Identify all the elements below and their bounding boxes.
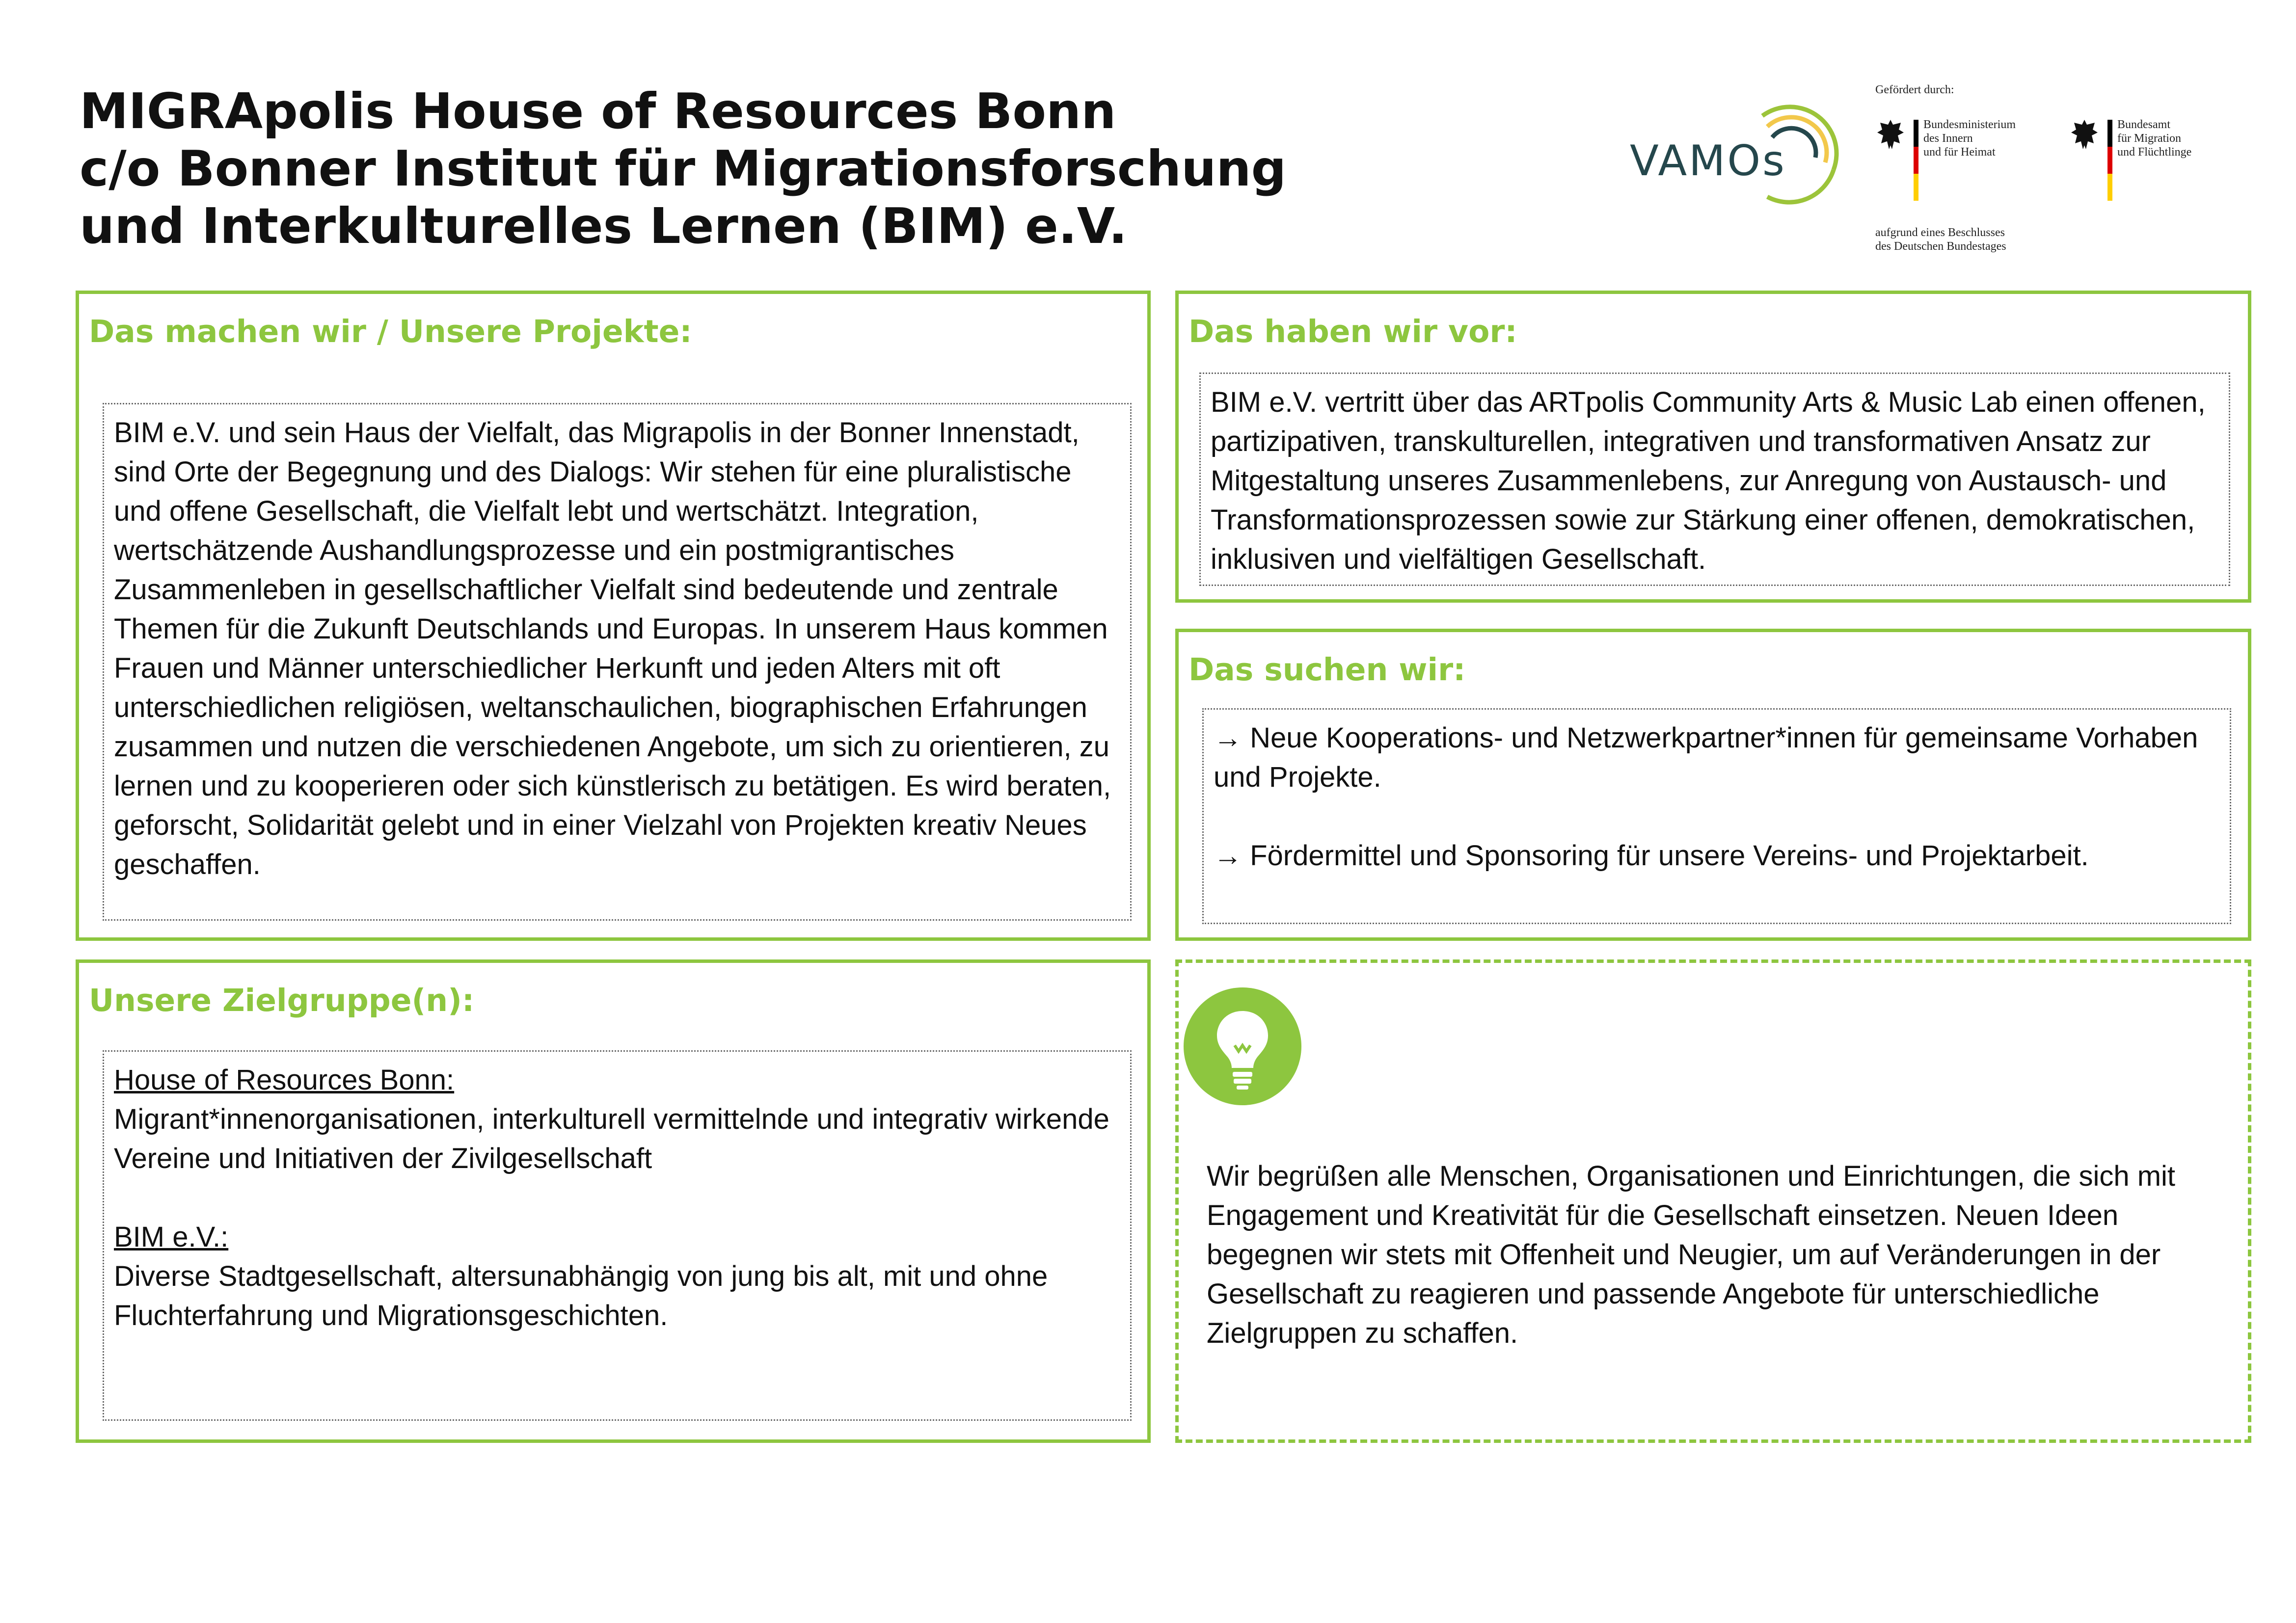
audience-bim-heading: BIM e.V.:: [114, 1221, 229, 1253]
federal-eagle-icon: [2069, 118, 2100, 153]
audience-text-box: [103, 1050, 1132, 1421]
seeking-item-partners: → Neue Kooperations- und Netzwerkpartner*innen für gemeinsame Vorhaben und Projekte.: [1214, 722, 2198, 793]
seeking-item-funding: → Fördermittel und Sponsoring für unsere Vereins- und Projektarbeit.: [1214, 840, 2089, 872]
plans-text-box: [1199, 372, 2230, 586]
ideas-panel: [1175, 959, 2251, 1443]
projects-panel: [76, 291, 1151, 941]
audience-panel: [76, 959, 1151, 1443]
page-title: [80, 82, 1286, 255]
seeking-text-box: [1202, 708, 2231, 924]
funding-logos: [1875, 83, 2248, 265]
plans-panel: [1175, 291, 2251, 603]
bmi-name: Bundesministerium des Innern und für Heimat: [1923, 118, 2016, 159]
title-line-1: MIGRApolis House of Resources Bonn: [80, 82, 1116, 140]
seeking-panel: [1175, 629, 2251, 941]
plans-text: BIM e.V. vertritt über das ARTpolis Community Arts & Music Lab einen offenen, partizipativen, transkulturellen, integrativen und transformativen Ansatz zur Mitgestaltung unseres Zusammenlebens, zur Anregung von Austausch- und Transformationsprozessen sowie zur Stärkung einer offenen, demokratischen, inklusiven und vielfältigen Gesellschaft.: [1211, 386, 2206, 575]
german-flag-bar: [2107, 120, 2112, 201]
seeking-title: Das suchen wir:: [1189, 652, 1466, 688]
bamf-name: Bundesamt für Migration und Flüchtlinge: [2117, 118, 2192, 159]
vamos-logo: [1620, 96, 1856, 209]
projects-text-box: [103, 403, 1132, 921]
lightbulb-icon: [1184, 987, 1301, 1105]
audience-hor-heading: House of Resources Bonn:: [114, 1064, 455, 1096]
ideas-text: Wir begrüßen alle Menschen, Organisationen und Einrichtungen, die sich mit Engagement und Kreativität für die Gesellschaft einsetzen. Neuen Ideen begegnen wir stets mit Offenheit und Neugier, um auf Veränderungen in der Gesellschaft zu reagieren und passende Angebote für unterschiedliche Zielgruppen zu schaffen.: [1207, 1160, 2176, 1349]
audience-hor-text: Migrant*innenorganisationen, interkulturell vermittelnde und integrativ wirkende Vereine und Initiativen der Zivilgesellschaft: [114, 1103, 1109, 1174]
plans-title: Das haben wir vor:: [1189, 314, 1517, 349]
projects-title: Das machen wir / Unsere Projekte:: [89, 314, 692, 349]
title-line-3: und Interkulturelles Lernen (BIM) e.V.: [80, 197, 1128, 255]
projects-text: BIM e.V. und sein Haus der Vielfalt, das Migrapolis in der Bonner Innenstadt, sind Orte der Begegnung und des Dialogs: Wir stehen für eine pluralistische und offene Gesellschaft, die Vielfalt lebt und wertschätzt. Integration, wertschätzende Aushandlungsprozesse und ein postmigrantisches Zusammenleben in gesellschaftlicher Vielfalt sind bedeutende und zentrale Themen für die Zukunft Deutschlands und Europas. In unserem Haus kommen Frauen und Männer unterschiedlicher Herkunft und jeden Alters mit oft unterschiedlichen religiösen, weltanschaulichen, biographischen Erfahrungen zusammen und nutzen die verschiedenen Angebote, um sich zu orientieren, zu lernen und zu kooperieren oder sich künstlerisch zu betätigen. Es wird beraten, geforscht, Solidarität gelebt und in einer Vielzahl von Projekten kreativ Neues geschaffen.: [114, 417, 1111, 880]
funded-by-label: Gefördert durch:: [1875, 83, 1954, 96]
title-line-2: c/o Bonner Institut für Migrationsforschung: [80, 140, 1287, 197]
bundestag-resolution-note: aufgrund eines Beschlusses des Deutschen Bundestages: [1875, 226, 2006, 253]
vamos-wordmark: VAMOs: [1630, 136, 1786, 186]
audience-title: Unsere Zielgruppe(n):: [89, 983, 475, 1018]
audience-bim-text: Diverse Stadtgesellschaft, altersunabhängig von jung bis alt, mit und ohne Fluchterfahrung und Migrationsgeschichten.: [114, 1260, 1048, 1331]
federal-eagle-icon: [1875, 118, 1906, 153]
german-flag-bar: [1914, 120, 1918, 201]
